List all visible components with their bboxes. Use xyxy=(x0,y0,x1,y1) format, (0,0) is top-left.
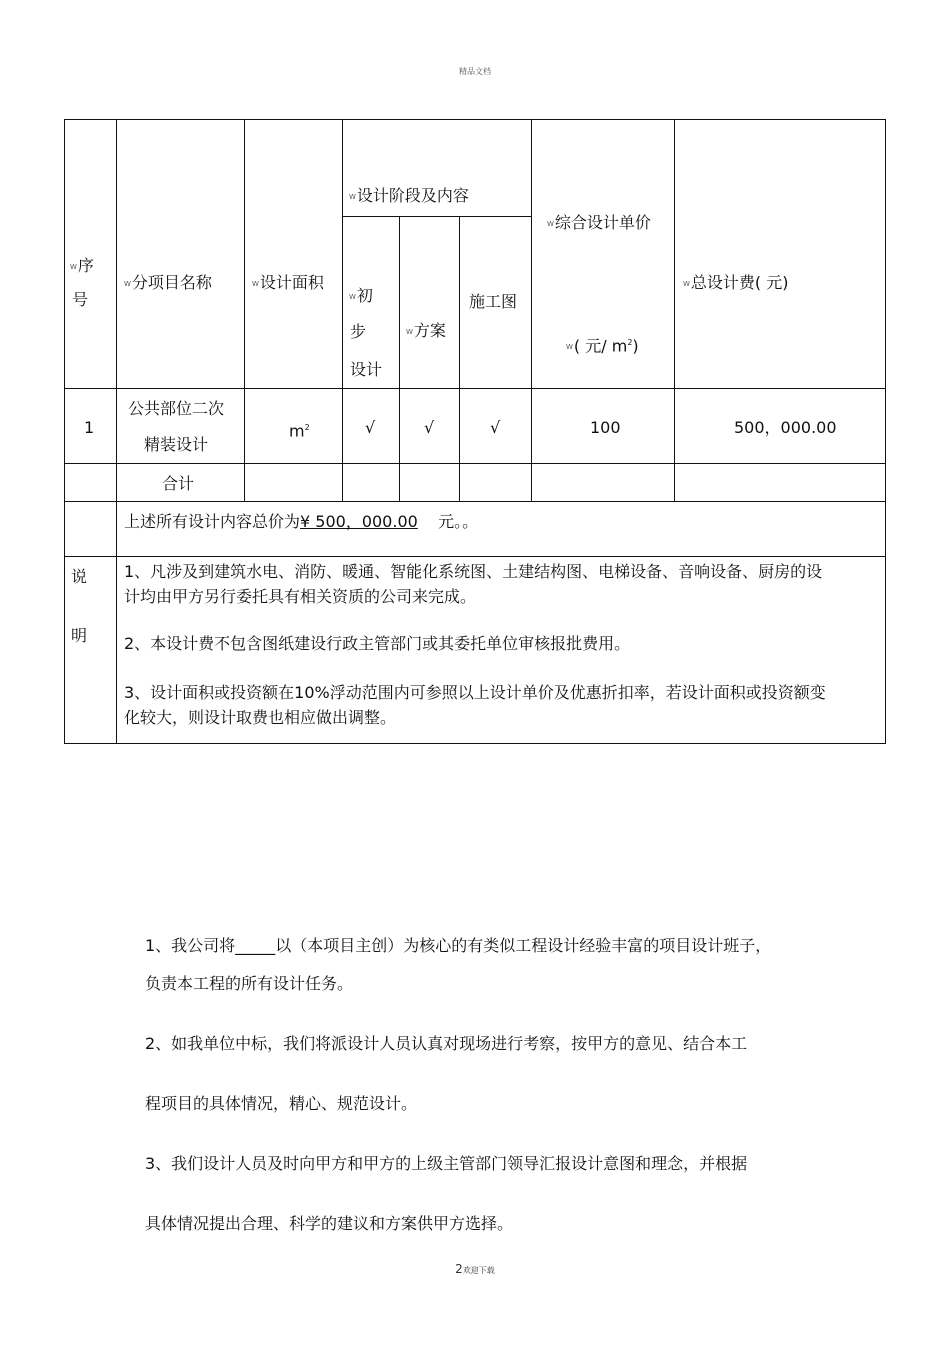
paragraph-1-line-2: 负责本工程的所有设计任务。 xyxy=(145,974,354,993)
header-prelim-3: 设计 xyxy=(350,360,383,379)
row1-seq: 1 xyxy=(84,418,95,437)
notes-label-2: 明 xyxy=(71,626,88,645)
col-line-4 xyxy=(399,216,400,502)
header-total-fee: W总设计费( 元) xyxy=(683,273,789,292)
row1-unit-price: 100 xyxy=(590,418,621,437)
header-unit-price: W综合设计单价 xyxy=(547,213,651,232)
header-prelim-2: 步 xyxy=(350,322,367,341)
paragraph-3-line-2: 具体情况提出合理、科学的建议和方案供甲方选择。 xyxy=(145,1214,514,1233)
col-line-6 xyxy=(531,119,532,502)
paragraph-3-line-1: 3、我们设计人员及时向甲方和甲方的上级主管部门领导汇报设计意图和理念，并根据 xyxy=(145,1154,748,1173)
sum-bottom-line xyxy=(64,501,886,502)
paragraph-1-line-1: 1、我公司将_____以（本项目主创）为核心的有类似工程设计经验丰富的项目设计班子， xyxy=(145,936,772,955)
table-border-top xyxy=(64,119,886,120)
header-seq: W序 xyxy=(70,256,94,275)
header-prelim: W初 xyxy=(349,286,373,305)
page-header: 精品文档 xyxy=(459,67,491,76)
row1-area: $m^2$ xyxy=(289,421,310,441)
page-footer xyxy=(0,1262,950,1276)
sum-label: 合计 xyxy=(162,474,195,493)
header-bottom-line xyxy=(64,388,886,389)
paragraph-2-line-2: 程项目的具体情况，精心、规范设计。 xyxy=(145,1094,418,1113)
note-3-line-1: 3、设计面积或投资额在10%浮动范围内可参照以上设计单价及优惠折扣率，若设计面积或投资额变 xyxy=(124,683,826,702)
total-amount: ¥ 500，000.00 xyxy=(300,512,418,531)
row1-name-2: 精装设计 xyxy=(144,435,209,454)
row1-bottom-line xyxy=(64,463,886,464)
header-item-name: W分项目名称 xyxy=(124,273,212,292)
row1-prelim: √ xyxy=(365,418,376,437)
table-border-bottom xyxy=(64,743,886,744)
note-1-line-2: 计均由甲方另行委托具有相关资质的公司来完成。 xyxy=(124,587,477,606)
row1-scheme: √ xyxy=(424,418,435,437)
col-line-3 xyxy=(342,119,343,502)
table-border-right xyxy=(885,119,886,744)
footer-text: 欢迎下载 xyxy=(462,1266,495,1275)
row1-total: 500，000.00 xyxy=(734,418,837,437)
header-design-stage: W设计阶段及内容 xyxy=(349,186,469,205)
header-design-area: W设计面积 xyxy=(252,273,324,292)
header-seq-2: 号 xyxy=(72,290,89,309)
col-line-2 xyxy=(244,119,245,502)
col-line-7 xyxy=(674,119,675,502)
header-scheme: W方案 xyxy=(406,321,446,340)
header-construction: 施工图 xyxy=(469,292,518,311)
row1-name-1: 公共部位二次 xyxy=(128,399,225,418)
note-2: 2、本设计费不包含图纸建设行政主管部门或其委托单位审核报批费用。 xyxy=(124,634,631,653)
header-unit-price-unit: W( 元/ $m^2$) xyxy=(566,336,639,356)
table-border-left xyxy=(64,119,65,744)
col-line-1 xyxy=(116,119,117,744)
paragraph-2-line-1: 2、如我单位中标，我们将派设计人员认真对现场进行考察，按甲方的意见、结合本工 xyxy=(145,1034,748,1053)
total-bottom-line xyxy=(64,556,886,557)
page-number: 2 xyxy=(455,1262,463,1276)
row1-construction: √ xyxy=(490,418,501,437)
col-line-5 xyxy=(459,216,460,502)
note-3-line-2: 化较大，则设计取费也相应做出调整。 xyxy=(124,708,397,727)
note-1-line-1: 1、凡涉及到建筑水电、消防、暖通、智能化系统图、土建结构图、电梯设备、音响设备、厨房的设 xyxy=(124,562,823,581)
notes-label-1: 说 xyxy=(71,567,88,586)
total-statement: 上述所有设计内容总价为¥ 500，000.00 元。。 xyxy=(124,512,479,531)
stage-divider xyxy=(342,216,531,217)
